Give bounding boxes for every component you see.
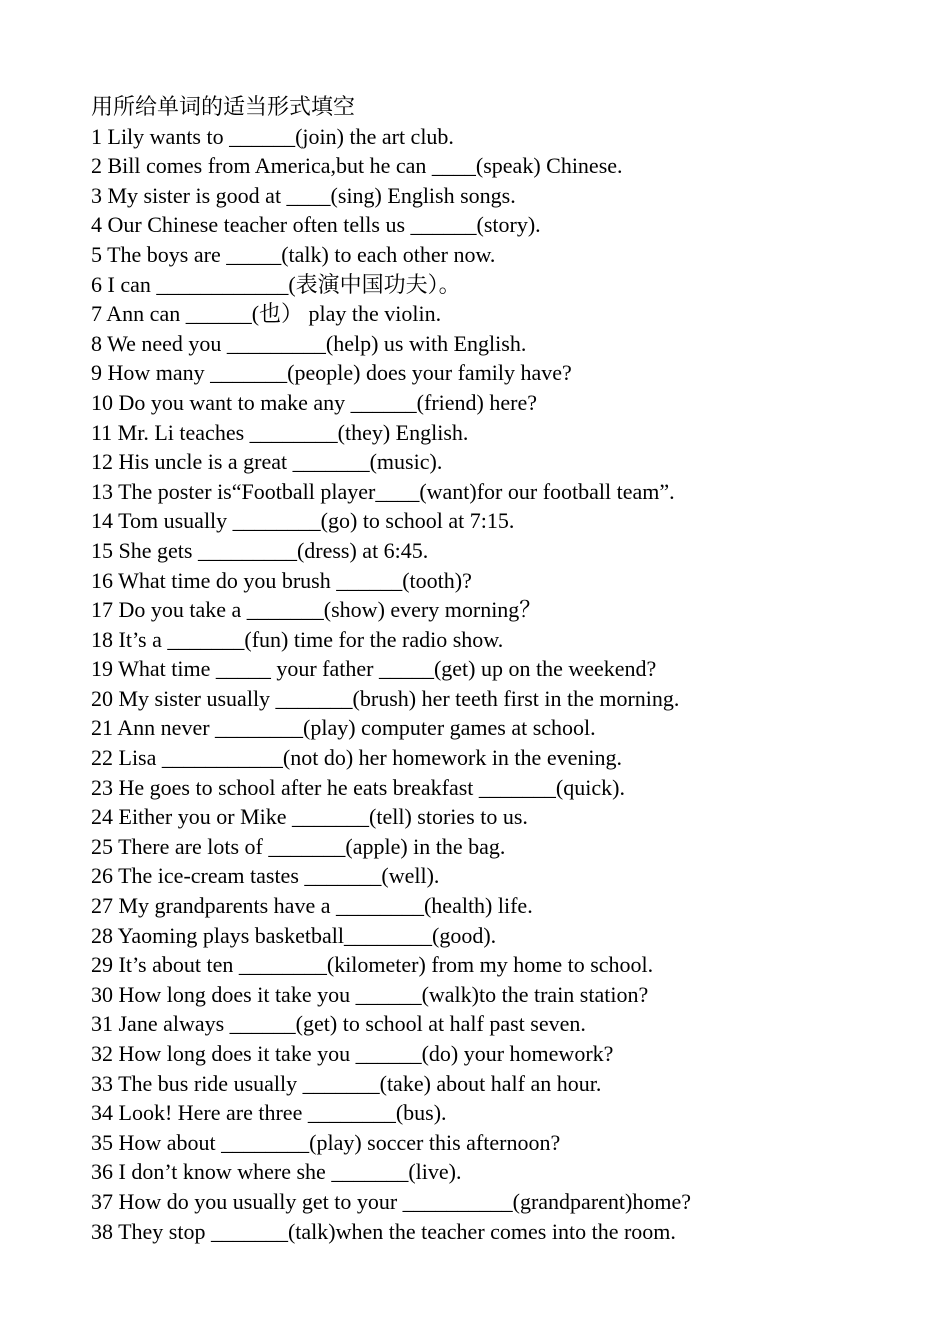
question-27: 27 My grandparents have a ________(health) life.	[91, 893, 533, 919]
question-9: 9 How many _______(people) does your family have?	[91, 360, 572, 386]
question-25: 25 There are lots of _______(apple) in the bag.	[91, 833, 506, 859]
question-13: 13 The poster is“Football player____(want)for our football team”.	[91, 478, 675, 504]
question-7: 7 Ann can ______(也） play the violin.	[91, 301, 442, 327]
question-11: 11 Mr. Li teaches ________(they) English.	[91, 419, 469, 445]
question-17: 17 Do you take a _______(show) every morning？	[91, 597, 542, 623]
question-10: 10 Do you want to make any ______(friend) here?	[91, 389, 537, 415]
question-21: 21 Ann never ________(play) computer games at school.	[91, 715, 596, 741]
question-28: 28 Yaoming plays basketball________(good).	[91, 922, 497, 948]
question-16: 16 What time do you brush ______(tooth)?	[91, 567, 472, 593]
question-12: 12 His uncle is a great _______(music).	[91, 449, 443, 475]
question-34: 34 Look! Here are three ________(bus).	[91, 1100, 447, 1126]
question-29: 29 It’s about ten ________(kilometer) from my home to school.	[91, 952, 654, 978]
question-6: 6 I can ____________(表演中国功夫）。	[91, 271, 461, 297]
question-3: 3 My sister is good at ____(sing) English songs.	[91, 182, 516, 208]
question-30: 30 How long does it take you ______(walk)to the train station?	[91, 981, 649, 1007]
question-4: 4 Our Chinese teacher often tells us ______(story).	[91, 212, 541, 238]
question-26: 26 The ice-cream tastes _______(well).	[91, 863, 440, 889]
question-23: 23 He goes to school after he eats breakfast _______(quick).	[91, 774, 625, 800]
question-36: 36 I don’t know where she _______(live).	[91, 1159, 462, 1185]
question-8: 8 We need you _________(help) us with English.	[91, 330, 527, 356]
question-18: 18 It’s a _______(fun) time for the radio show.	[91, 626, 504, 652]
question-33: 33 The bus ride usually _______(take) about half an hour.	[91, 1070, 602, 1096]
question-5: 5 The boys are _____(talk) to each other now.	[91, 241, 496, 267]
worksheet-title: 用所给单词的适当形式填空	[91, 94, 356, 119]
question-15: 15 She gets _________(dress) at 6:45.	[91, 537, 429, 563]
question-22: 22 Lisa ___________(not do) her homework in the evening.	[91, 745, 622, 771]
question-24: 24 Either you or Mike _______(tell) stories to us.	[91, 804, 528, 830]
question-20: 20 My sister usually _______(brush) her teeth first in the morning.	[91, 685, 680, 711]
question-2: 2 Bill comes from America,but he can ____(speak) Chinese.	[91, 153, 623, 179]
question-31: 31 Jane always ______(get) to school at half past seven.	[91, 1011, 586, 1037]
question-19: 19 What time _____ your father _____(get) up on the weekend?	[91, 656, 657, 682]
question-35: 35 How about ________(play) soccer this afternoon?	[91, 1129, 561, 1155]
question-32: 32 How long does it take you ______(do) your homework?	[91, 1041, 614, 1066]
question-38: 38 They stop _______(talk)when the teacher comes into the room.	[91, 1218, 676, 1244]
worksheet-page	[91, 92, 911, 1246]
question-14: 14 Tom usually ________(go) to school at 7:15.	[91, 508, 515, 534]
question-list	[91, 122, 911, 1247]
question-37: 37 How do you usually get to your __________(grandparent)home?	[91, 1188, 691, 1214]
question-1: 1 Lily wants to ______(join) the art club.	[91, 123, 454, 149]
